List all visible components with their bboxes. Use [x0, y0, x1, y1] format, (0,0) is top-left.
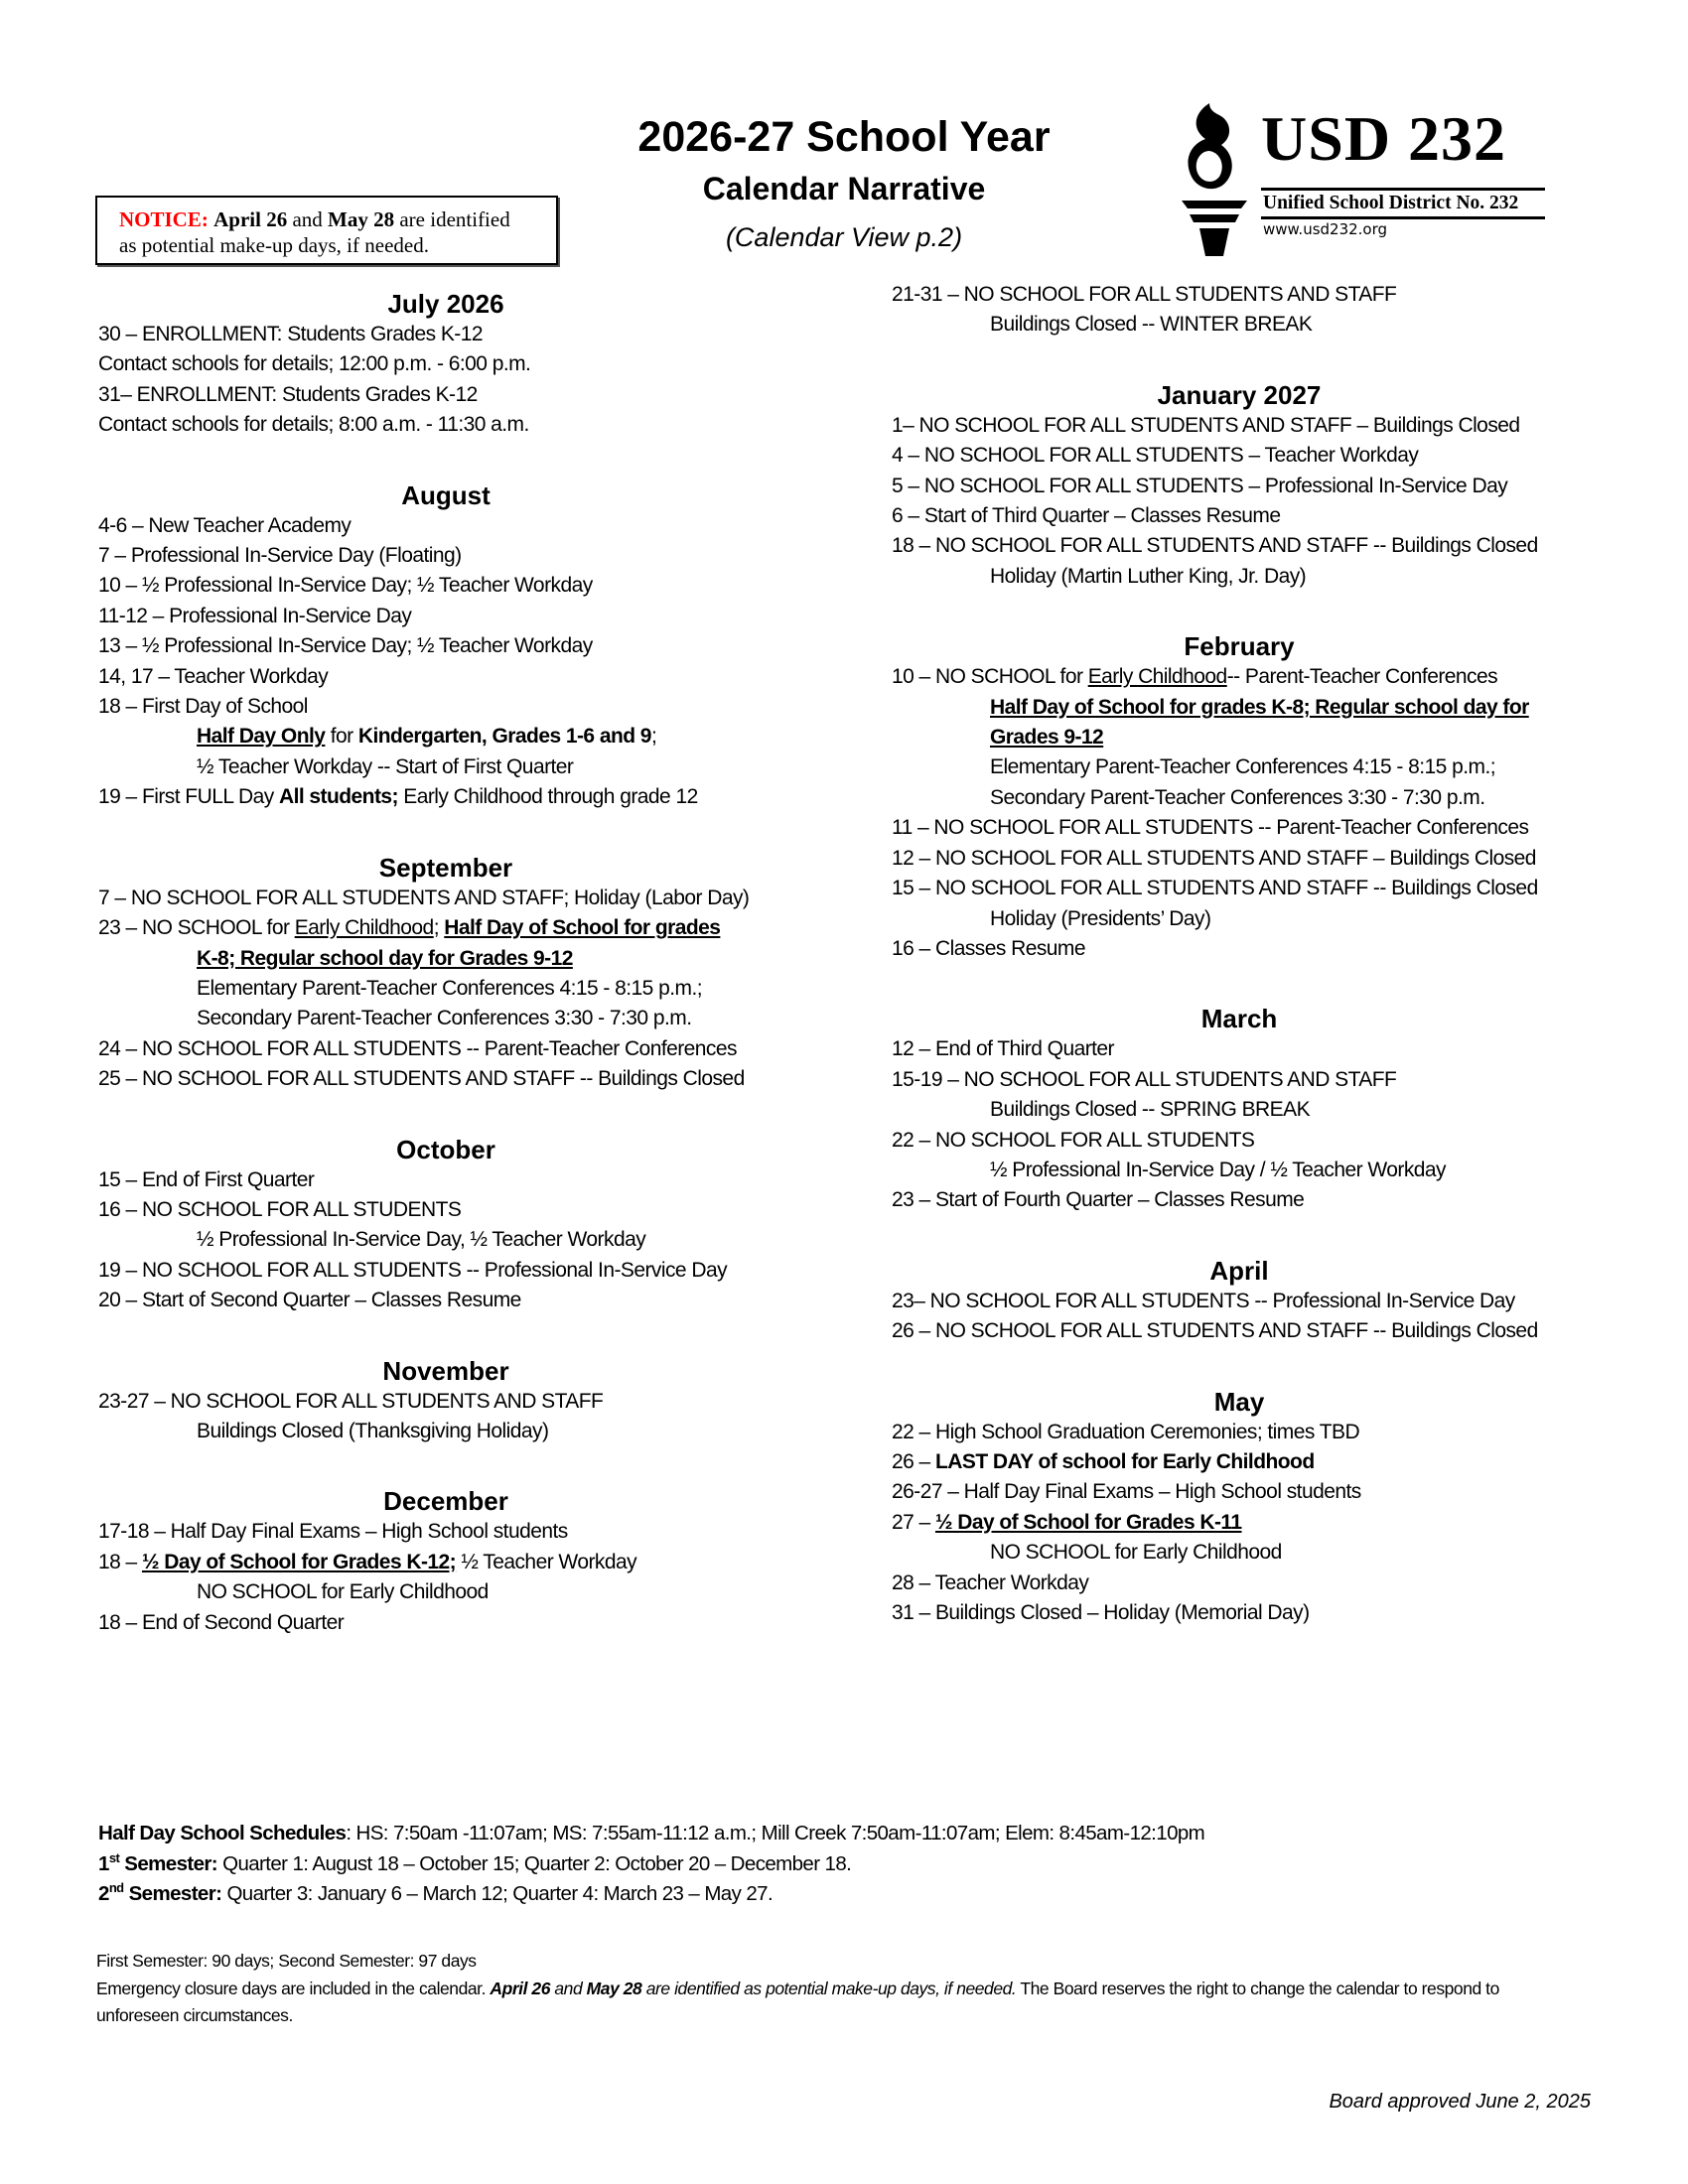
calendar-entry: [892, 723, 1597, 752]
half-day-label: Half Day School Schedules: [98, 1822, 347, 1844]
left-column: [98, 288, 883, 1677]
entry-text: 5 – NO SCHOOL FOR ALL STUDENTS – Professional In-Service Day: [892, 474, 1508, 497]
month-title: March: [1200, 1004, 1278, 1034]
calendar-entry: [892, 1569, 1597, 1598]
month-section: [892, 280, 1597, 341]
emergency-and: and: [549, 1978, 587, 1998]
calendar-entry: [98, 1608, 883, 1638]
emergency-pre: Emergency closure days are included in the calendar.: [96, 1978, 491, 1998]
calendar-entry: [892, 783, 1597, 813]
calendar-entry: [892, 693, 1597, 723]
footer-notes: [96, 1948, 1586, 2030]
first-semester: [98, 1849, 1588, 1880]
calendar-entry: [892, 1065, 1597, 1095]
calendar-entry: [98, 944, 883, 974]
calendar-entry: [892, 472, 1597, 501]
calendar-entry: [98, 1256, 883, 1286]
entry-text: 23 – NO SCHOOL for: [98, 916, 295, 940]
month-section: [892, 1003, 1597, 1215]
entry-text: 15 – End of First Quarter: [98, 1167, 315, 1191]
entry-text: 11 – NO SCHOOL FOR ALL STUDENTS -- Parent-Teacher Conferences: [892, 816, 1529, 840]
entry-text: ½ Professional In-Service Day, ½ Teacher Workday: [197, 1228, 646, 1252]
entry-text: 27 –: [892, 1510, 935, 1534]
month-title: July 2026: [387, 289, 504, 319]
month-title: January 2027: [1157, 379, 1322, 410]
entry-text: 14, 17 – Teacher Workday: [98, 664, 329, 688]
calendar-entry: [98, 320, 883, 349]
notice-date-1: April 26: [213, 207, 288, 231]
entry-text: Half Day of School for grades: [444, 916, 721, 940]
calendar-entry: [892, 531, 1597, 561]
entry-text: Contact schools for details; 8:00 a.m. - 11:30 a.m.: [98, 413, 529, 437]
calendar-entry: [892, 1316, 1597, 1346]
entry-text: Buildings Closed -- WINTER BREAK: [990, 313, 1313, 337]
calendar-view-note: (Calendar View p.2): [725, 222, 963, 252]
month-section: [98, 288, 883, 441]
month-section: [98, 1485, 883, 1638]
entry-text: 22 – High School Graduation Ceremonies; times TBD: [892, 1420, 1360, 1443]
calendar-entry: [98, 1548, 883, 1577]
calendar-entry: [892, 562, 1597, 592]
calendar-entry: [98, 752, 883, 782]
semester-2-label: Semester:: [123, 1882, 222, 1905]
calendar-entry: [892, 1095, 1597, 1125]
calendar-entry: [892, 1477, 1597, 1507]
calendar-entry: [98, 1064, 883, 1094]
entry-text: 22 – NO SCHOOL FOR ALL STUDENTS: [892, 1128, 1255, 1152]
entry-text: ½ Professional In-Service Day / ½ Teacher Workday: [990, 1158, 1446, 1181]
month-title: October: [396, 1134, 495, 1164]
entry-text: Secondary Parent-Teacher Conferences 3:30 - 7:30 p.m.: [197, 1007, 692, 1030]
entry-text: 10 – ½ Professional In-Service Day; ½ Teacher Workday: [98, 574, 593, 598]
entry-text: 18 – NO SCHOOL FOR ALL STUDENTS AND STAFF -- Buildings Closed: [892, 534, 1538, 558]
calendar-entry: [98, 1417, 883, 1446]
semester-1-num: 1: [98, 1851, 109, 1875]
entry-text: 4-6 – New Teacher Academy: [98, 513, 352, 537]
month-title: April: [1209, 1255, 1269, 1286]
entry-text: 12 – NO SCHOOL FOR ALL STUDENTS AND STAFF – Buildings Closed: [892, 846, 1536, 870]
notice-box: [95, 196, 558, 265]
calendar-entry: [98, 410, 883, 440]
entry-text: Elementary Parent-Teacher Conferences 4:15 - 8:15 p.m.;: [197, 976, 703, 1000]
semester-days: First Semester: 90 days; Second Semester: 97 days: [96, 1951, 477, 1971]
entry-text: 16 – NO SCHOOL FOR ALL STUDENTS: [98, 1197, 462, 1221]
calendar-entry: [892, 1156, 1597, 1185]
entry-text: 18 –: [98, 1550, 142, 1573]
month-section: [892, 379, 1597, 592]
emergency-post: The Board reserves the right to change the calendar to respond to unforeseen circumstances.: [96, 1978, 1499, 2025]
entry-text: 26 – NO SCHOOL FOR ALL STUDENTS AND STAFF -- Buildings Closed: [892, 1319, 1538, 1343]
semester-1-label: Semester:: [119, 1851, 218, 1875]
entry-text: Buildings Closed -- SPRING BREAK: [990, 1098, 1311, 1122]
month-section: [98, 1134, 883, 1316]
page-subtitle: Calendar Narrative: [702, 171, 986, 206]
month-section: [892, 630, 1597, 964]
entry-text: 4 – NO SCHOOL FOR ALL STUDENTS – Teacher Workday: [892, 444, 1419, 468]
logo-rule-top: [1261, 188, 1545, 191]
entry-text: Buildings Closed (Thanksgiving Holiday): [197, 1419, 549, 1442]
calendar-entry: [892, 1126, 1597, 1156]
calendar-entry: [892, 1508, 1597, 1538]
entry-text: K-8; Regular school day for Grades 9-12: [197, 946, 573, 970]
calendar-entry: [892, 1034, 1597, 1064]
calendar-entry: [98, 1034, 883, 1064]
entry-text: 10 – NO SCHOOL for: [892, 665, 1088, 689]
entry-text: Elementary Parent-Teacher Conferences 4:15 - 8:15 p.m.;: [990, 755, 1496, 779]
entry-text: 15-19 – NO SCHOOL FOR ALL STUDENTS AND STAFF: [892, 1067, 1397, 1091]
calendar-entry: [892, 813, 1597, 843]
entry-text: 25 – NO SCHOOL FOR ALL STUDENTS AND STAFF -- Buildings Closed: [98, 1067, 745, 1091]
torch-icon: [1180, 99, 1249, 258]
calendar-entry: [98, 1195, 883, 1225]
calendar-entry: [892, 904, 1597, 934]
entry-text: ½ Teacher Workday -- Start of First Quarter: [197, 754, 574, 778]
semester-1-sup: st: [108, 1849, 120, 1865]
calendar-entry: [892, 874, 1597, 903]
entry-text: Early Childhood through grade 12: [397, 785, 698, 809]
entry-text: 26-27 – Half Day Final Exams – High School students: [892, 1480, 1361, 1504]
board-approved-date: Board approved June 2, 2025: [1329, 2091, 1591, 2113]
notice-text-2: as potential make-up days, if needed.: [119, 233, 429, 257]
second-semester: [98, 1879, 1588, 1910]
emergency-date-2: May 28: [586, 1978, 642, 1998]
entry-text: 7 – NO SCHOOL FOR ALL STUDENTS AND STAFF; Holiday (Labor Day): [98, 886, 750, 909]
entry-text: NO SCHOOL for Early Childhood: [197, 1580, 489, 1604]
calendar-entry: [98, 1165, 883, 1195]
entry-text: Early Childhood: [294, 916, 434, 940]
month-title: September: [378, 852, 513, 883]
entry-text: 1– NO SCHOOL FOR ALL STUDENTS AND STAFF – Buildings Closed: [892, 413, 1520, 437]
calendar-entry: [98, 1517, 883, 1547]
calendar-entry: [98, 1004, 883, 1033]
calendar-entry: [98, 511, 883, 541]
entry-text: 15 – NO SCHOOL FOR ALL STUDENTS AND STAFF -- Buildings Closed: [892, 877, 1538, 900]
entry-text: ½ Teacher Workday: [456, 1550, 637, 1573]
calendar-entry: [892, 1538, 1597, 1568]
calendar-entry: [98, 722, 883, 751]
entry-text: LAST DAY of school for Early Childhood: [934, 1449, 1315, 1473]
entry-text: -- Parent-Teacher Conferences: [1226, 665, 1498, 689]
entry-text: 30 – ENROLLMENT: Students Grades K-12: [98, 323, 484, 345]
calendar-entry: [892, 662, 1597, 692]
calendar-entry: [892, 411, 1597, 441]
calendar-entry: [98, 1577, 883, 1607]
calendar-entry: [892, 1418, 1597, 1447]
entry-text: 13 – ½ Professional In-Service Day; ½ Teacher Workday: [98, 634, 593, 658]
logo-name: USD 232: [1261, 103, 1507, 174]
month-section: [98, 852, 883, 1095]
month-title: May: [1213, 1386, 1265, 1417]
calendar-entry: [892, 844, 1597, 874]
emergency-date-1: April 26: [490, 1978, 550, 1998]
entry-text: 31– ENROLLMENT: Students Grades K-12: [98, 382, 478, 406]
emergency-italic: are identified as potential make-up days, if needed.: [641, 1978, 1017, 1998]
calendar-entry: [98, 692, 883, 722]
calendar-entry: [892, 441, 1597, 471]
entry-text: 23-27 – NO SCHOOL FOR ALL STUDENTS AND STAFF: [98, 1389, 604, 1413]
calendar-entry: [98, 974, 883, 1004]
entry-text: 18 – First Day of School: [98, 695, 308, 719]
entry-text: 19 – First FULL Day: [98, 785, 279, 809]
entry-text: Early Childhood: [1087, 665, 1227, 689]
entry-text: 23 – Start of Fourth Quarter – Classes Resume: [892, 1188, 1305, 1212]
calendar-entry: [98, 541, 883, 571]
notice-and: and: [287, 207, 329, 231]
entry-text: 21-31 – NO SCHOOL FOR ALL STUDENTS AND STAFF: [892, 283, 1397, 306]
notice-date-2: May 28: [328, 207, 395, 231]
entry-text: 24 – NO SCHOOL FOR ALL STUDENTS -- Parent-Teacher Conferences: [98, 1036, 737, 1060]
entry-text: Half Day Only: [197, 725, 326, 749]
entry-text: NO SCHOOL for Early Childhood: [990, 1541, 1282, 1565]
logo-url[interactable]: www.usd232.org: [1263, 220, 1388, 238]
calendar-entry: [98, 913, 883, 943]
half-day-schedules: [98, 1819, 1588, 1849]
emergency-note: [96, 1976, 1586, 2030]
month-section: [892, 1386, 1597, 1629]
entry-text: 7 – Professional In-Service Day (Floating): [98, 544, 462, 568]
month-title: November: [382, 1355, 509, 1386]
month-title: December: [383, 1486, 508, 1517]
entry-text: 12 – End of Third Quarter: [892, 1037, 1114, 1061]
page-title: 2026-27 School Year: [637, 113, 1051, 161]
entry-text: ½ Day of School for Grades K-11: [934, 1510, 1242, 1534]
entry-text: 16 – Classes Resume: [892, 936, 1085, 960]
semester-2-sup: nd: [108, 1880, 124, 1896]
semester-1-text: Quarter 1: August 18 – October 15; Quarter 2: October 20 – December 18.: [217, 1851, 852, 1875]
calendar-entry: [892, 1598, 1597, 1628]
calendar-entry: [98, 631, 883, 661]
month-title: February: [1184, 631, 1295, 662]
entry-text: Holiday (Presidents’ Day): [990, 906, 1211, 930]
entry-text: ;: [433, 916, 445, 940]
entry-text: 23– NO SCHOOL FOR ALL STUDENTS -- Professional In-Service Day: [892, 1289, 1515, 1312]
notice-text-1: are identified: [394, 207, 510, 231]
calendar-entry: [98, 1225, 883, 1255]
entry-text: ½ Day of School for Grades K-12;: [141, 1550, 457, 1573]
notice-label: NOTICE:: [119, 207, 209, 231]
month-section: [98, 479, 883, 813]
month-section: [98, 1355, 883, 1447]
logo-district: Unified School District No. 232: [1263, 193, 1519, 213]
entry-text: 31 – Buildings Closed – Holiday (Memorial Day): [892, 1601, 1310, 1624]
half-day-text: : HS: 7:50am -11:07am; MS: 7:55am-11:12 a.m.; Mill Creek 7:50am-11:07am; Elem: 8:45am-12:10pm: [346, 1822, 1205, 1844]
calendar-entry: [98, 1286, 883, 1315]
calendar-entry: [892, 1447, 1597, 1477]
entry-text: 17-18 – Half Day Final Exams – High School students: [98, 1520, 568, 1544]
entry-text: All students;: [278, 785, 398, 809]
entry-text: ;: [650, 725, 657, 749]
right-column: [892, 280, 1597, 1667]
calendar-entry: [98, 349, 883, 379]
semester-2-text: Quarter 3: January 6 – March 12; Quarter 4: March 23 – May 27.: [221, 1882, 774, 1905]
entry-text: Kindergarten, Grades 1-6 and 9: [357, 725, 651, 749]
entry-text: Half Day of School for grades K-8; Regular school day for: [990, 695, 1529, 719]
entry-text: 20 – Start of Second Quarter – Classes Resume: [98, 1289, 521, 1312]
entry-text: 11-12 – Professional In-Service Day: [98, 604, 412, 627]
semester-2-num: 2: [98, 1882, 109, 1905]
schedule-summary: [98, 1819, 1588, 1910]
calendar-entry: [98, 662, 883, 692]
calendar-entry: [98, 571, 883, 601]
calendar-entry: [98, 602, 883, 631]
entry-text: Grades 9-12: [990, 726, 1104, 750]
calendar-entry: [98, 884, 883, 913]
month-title: August: [401, 479, 491, 510]
calendar-entry: [892, 1287, 1597, 1316]
entry-text: 6 – Start of Third Quarter – Classes Resume: [892, 504, 1281, 528]
calendar-entry: [98, 380, 883, 410]
calendar-entry: [98, 1387, 883, 1417]
calendar-entry: [892, 310, 1597, 340]
calendar-entry: [892, 280, 1597, 310]
entry-text: for: [325, 725, 358, 749]
calendar-entry: [98, 782, 883, 812]
district-logo: [1180, 99, 1557, 258]
entry-text: 18 – End of Second Quarter: [98, 1610, 345, 1634]
entry-text: 26 –: [892, 1449, 935, 1473]
entry-text: 19 – NO SCHOOL FOR ALL STUDENTS -- Professional In-Service Day: [98, 1258, 728, 1282]
calendar-entry: [892, 501, 1597, 531]
entry-text: 28 – Teacher Workday: [892, 1570, 1089, 1594]
month-section: [892, 1255, 1597, 1347]
entry-text: Secondary Parent-Teacher Conferences 3:30 - 7:30 p.m.: [990, 785, 1485, 809]
calendar-entry: [892, 752, 1597, 782]
calendar-entry: [892, 1185, 1597, 1215]
calendar-entry: [892, 934, 1597, 964]
entry-text: Contact schools for details; 12:00 p.m. - 6:00 p.m.: [98, 352, 531, 376]
entry-text: Holiday (Martin Luther King, Jr. Day): [990, 564, 1307, 588]
